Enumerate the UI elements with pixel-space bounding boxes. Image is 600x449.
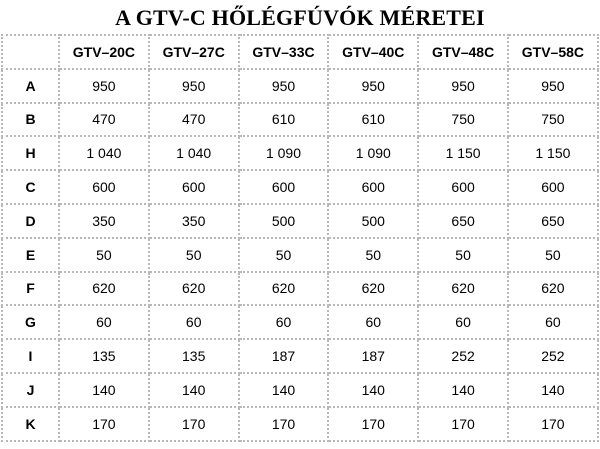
table-cell: 170 xyxy=(59,407,149,441)
table-cell: 950 xyxy=(239,69,329,103)
table-cell: 60 xyxy=(149,305,239,339)
table-cell: 140 xyxy=(328,373,418,407)
table-cell: 600 xyxy=(239,170,329,204)
table-cell: 140 xyxy=(239,373,329,407)
row-label: A xyxy=(2,69,59,103)
table-cell: 135 xyxy=(59,339,149,373)
table-cell: 950 xyxy=(418,69,508,103)
table-row xyxy=(2,373,598,407)
table-cell: 600 xyxy=(418,170,508,204)
table-cell: 350 xyxy=(59,204,149,238)
table-cell: 60 xyxy=(239,305,329,339)
column-header-gtv-27c: GTV–27C xyxy=(149,35,239,69)
page-title: A GTV-C HŐLÉGFÚVÓK MÉRETEI xyxy=(115,5,485,30)
row-label: I xyxy=(2,339,59,373)
table-row xyxy=(2,136,598,170)
table-body xyxy=(2,69,598,441)
row-label: B xyxy=(2,103,59,137)
table-cell: 50 xyxy=(508,238,598,272)
row-label: C xyxy=(2,170,59,204)
column-header-gtv-58c: GTV–58C xyxy=(508,35,598,69)
table-cell: 1 040 xyxy=(149,136,239,170)
table-cell: 470 xyxy=(149,103,239,137)
column-header-gtv-33c: GTV–33C xyxy=(239,35,329,69)
column-header-gtv-20c: GTV–20C xyxy=(59,35,149,69)
table-row xyxy=(2,339,598,373)
row-label: E xyxy=(2,238,59,272)
table-header-row xyxy=(2,35,598,69)
table-cell: 170 xyxy=(418,407,508,441)
table-cell: 60 xyxy=(418,305,508,339)
table-row xyxy=(2,238,598,272)
table-cell: 600 xyxy=(328,170,418,204)
table-cell: 50 xyxy=(239,238,329,272)
table-cell: 950 xyxy=(59,69,149,103)
table-cell: 1 150 xyxy=(508,136,598,170)
table-cell: 470 xyxy=(59,103,149,137)
row-label: J xyxy=(2,373,59,407)
table-cell: 750 xyxy=(508,103,598,137)
table-cell: 950 xyxy=(149,69,239,103)
table-cell: 750 xyxy=(418,103,508,137)
table-row xyxy=(2,272,598,306)
table-cell: 170 xyxy=(328,407,418,441)
row-label: F xyxy=(2,272,59,306)
table-cell: 600 xyxy=(59,170,149,204)
table-cell: 350 xyxy=(149,204,239,238)
table-cell: 50 xyxy=(328,238,418,272)
table-cell: 170 xyxy=(239,407,329,441)
table-cell: 620 xyxy=(328,272,418,306)
row-label: D xyxy=(2,204,59,238)
table-cell: 50 xyxy=(59,238,149,272)
table-cell: 610 xyxy=(328,103,418,137)
table-cell: 650 xyxy=(418,204,508,238)
table-cell: 60 xyxy=(59,305,149,339)
table-cell: 252 xyxy=(508,339,598,373)
table-cell: 600 xyxy=(149,170,239,204)
table-cell: 187 xyxy=(239,339,329,373)
table-cell: 60 xyxy=(508,305,598,339)
table-cell: 140 xyxy=(508,373,598,407)
table-cell: 620 xyxy=(149,272,239,306)
table-cell: 140 xyxy=(149,373,239,407)
dimensions-table xyxy=(1,34,599,442)
table-cell: 1 150 xyxy=(418,136,508,170)
table-cell: 620 xyxy=(508,272,598,306)
table-cell: 600 xyxy=(508,170,598,204)
table-cell: 500 xyxy=(328,204,418,238)
table-cell: 140 xyxy=(59,373,149,407)
table-cell: 950 xyxy=(508,69,598,103)
table-cell: 620 xyxy=(418,272,508,306)
table-cell: 1 090 xyxy=(239,136,329,170)
table-row xyxy=(2,407,598,441)
table-cell: 50 xyxy=(149,238,239,272)
table-cell: 187 xyxy=(328,339,418,373)
table-cell: 610 xyxy=(239,103,329,137)
row-label: G xyxy=(2,305,59,339)
table-row xyxy=(2,305,598,339)
table-cell: 1 090 xyxy=(328,136,418,170)
column-header-gtv-40c: GTV–40C xyxy=(328,35,418,69)
table-cell: 135 xyxy=(149,339,239,373)
table-cell: 620 xyxy=(59,272,149,306)
row-label: K xyxy=(2,407,59,441)
table-cell: 50 xyxy=(418,238,508,272)
table-cell: 252 xyxy=(418,339,508,373)
table-row xyxy=(2,170,598,204)
table-row xyxy=(2,69,598,103)
table-cell: 170 xyxy=(508,407,598,441)
table-cell: 620 xyxy=(239,272,329,306)
table-row xyxy=(2,103,598,137)
row-label: H xyxy=(2,136,59,170)
table-cell: 140 xyxy=(418,373,508,407)
table-cell: 170 xyxy=(149,407,239,441)
table-cell: 950 xyxy=(328,69,418,103)
table-cell: 1 040 xyxy=(59,136,149,170)
table-corner-cell xyxy=(2,35,59,69)
table-cell: 650 xyxy=(508,204,598,238)
table-cell: 500 xyxy=(239,204,329,238)
table-row xyxy=(2,204,598,238)
column-header-gtv-48c: GTV–48C xyxy=(418,35,508,69)
table-cell: 60 xyxy=(328,305,418,339)
